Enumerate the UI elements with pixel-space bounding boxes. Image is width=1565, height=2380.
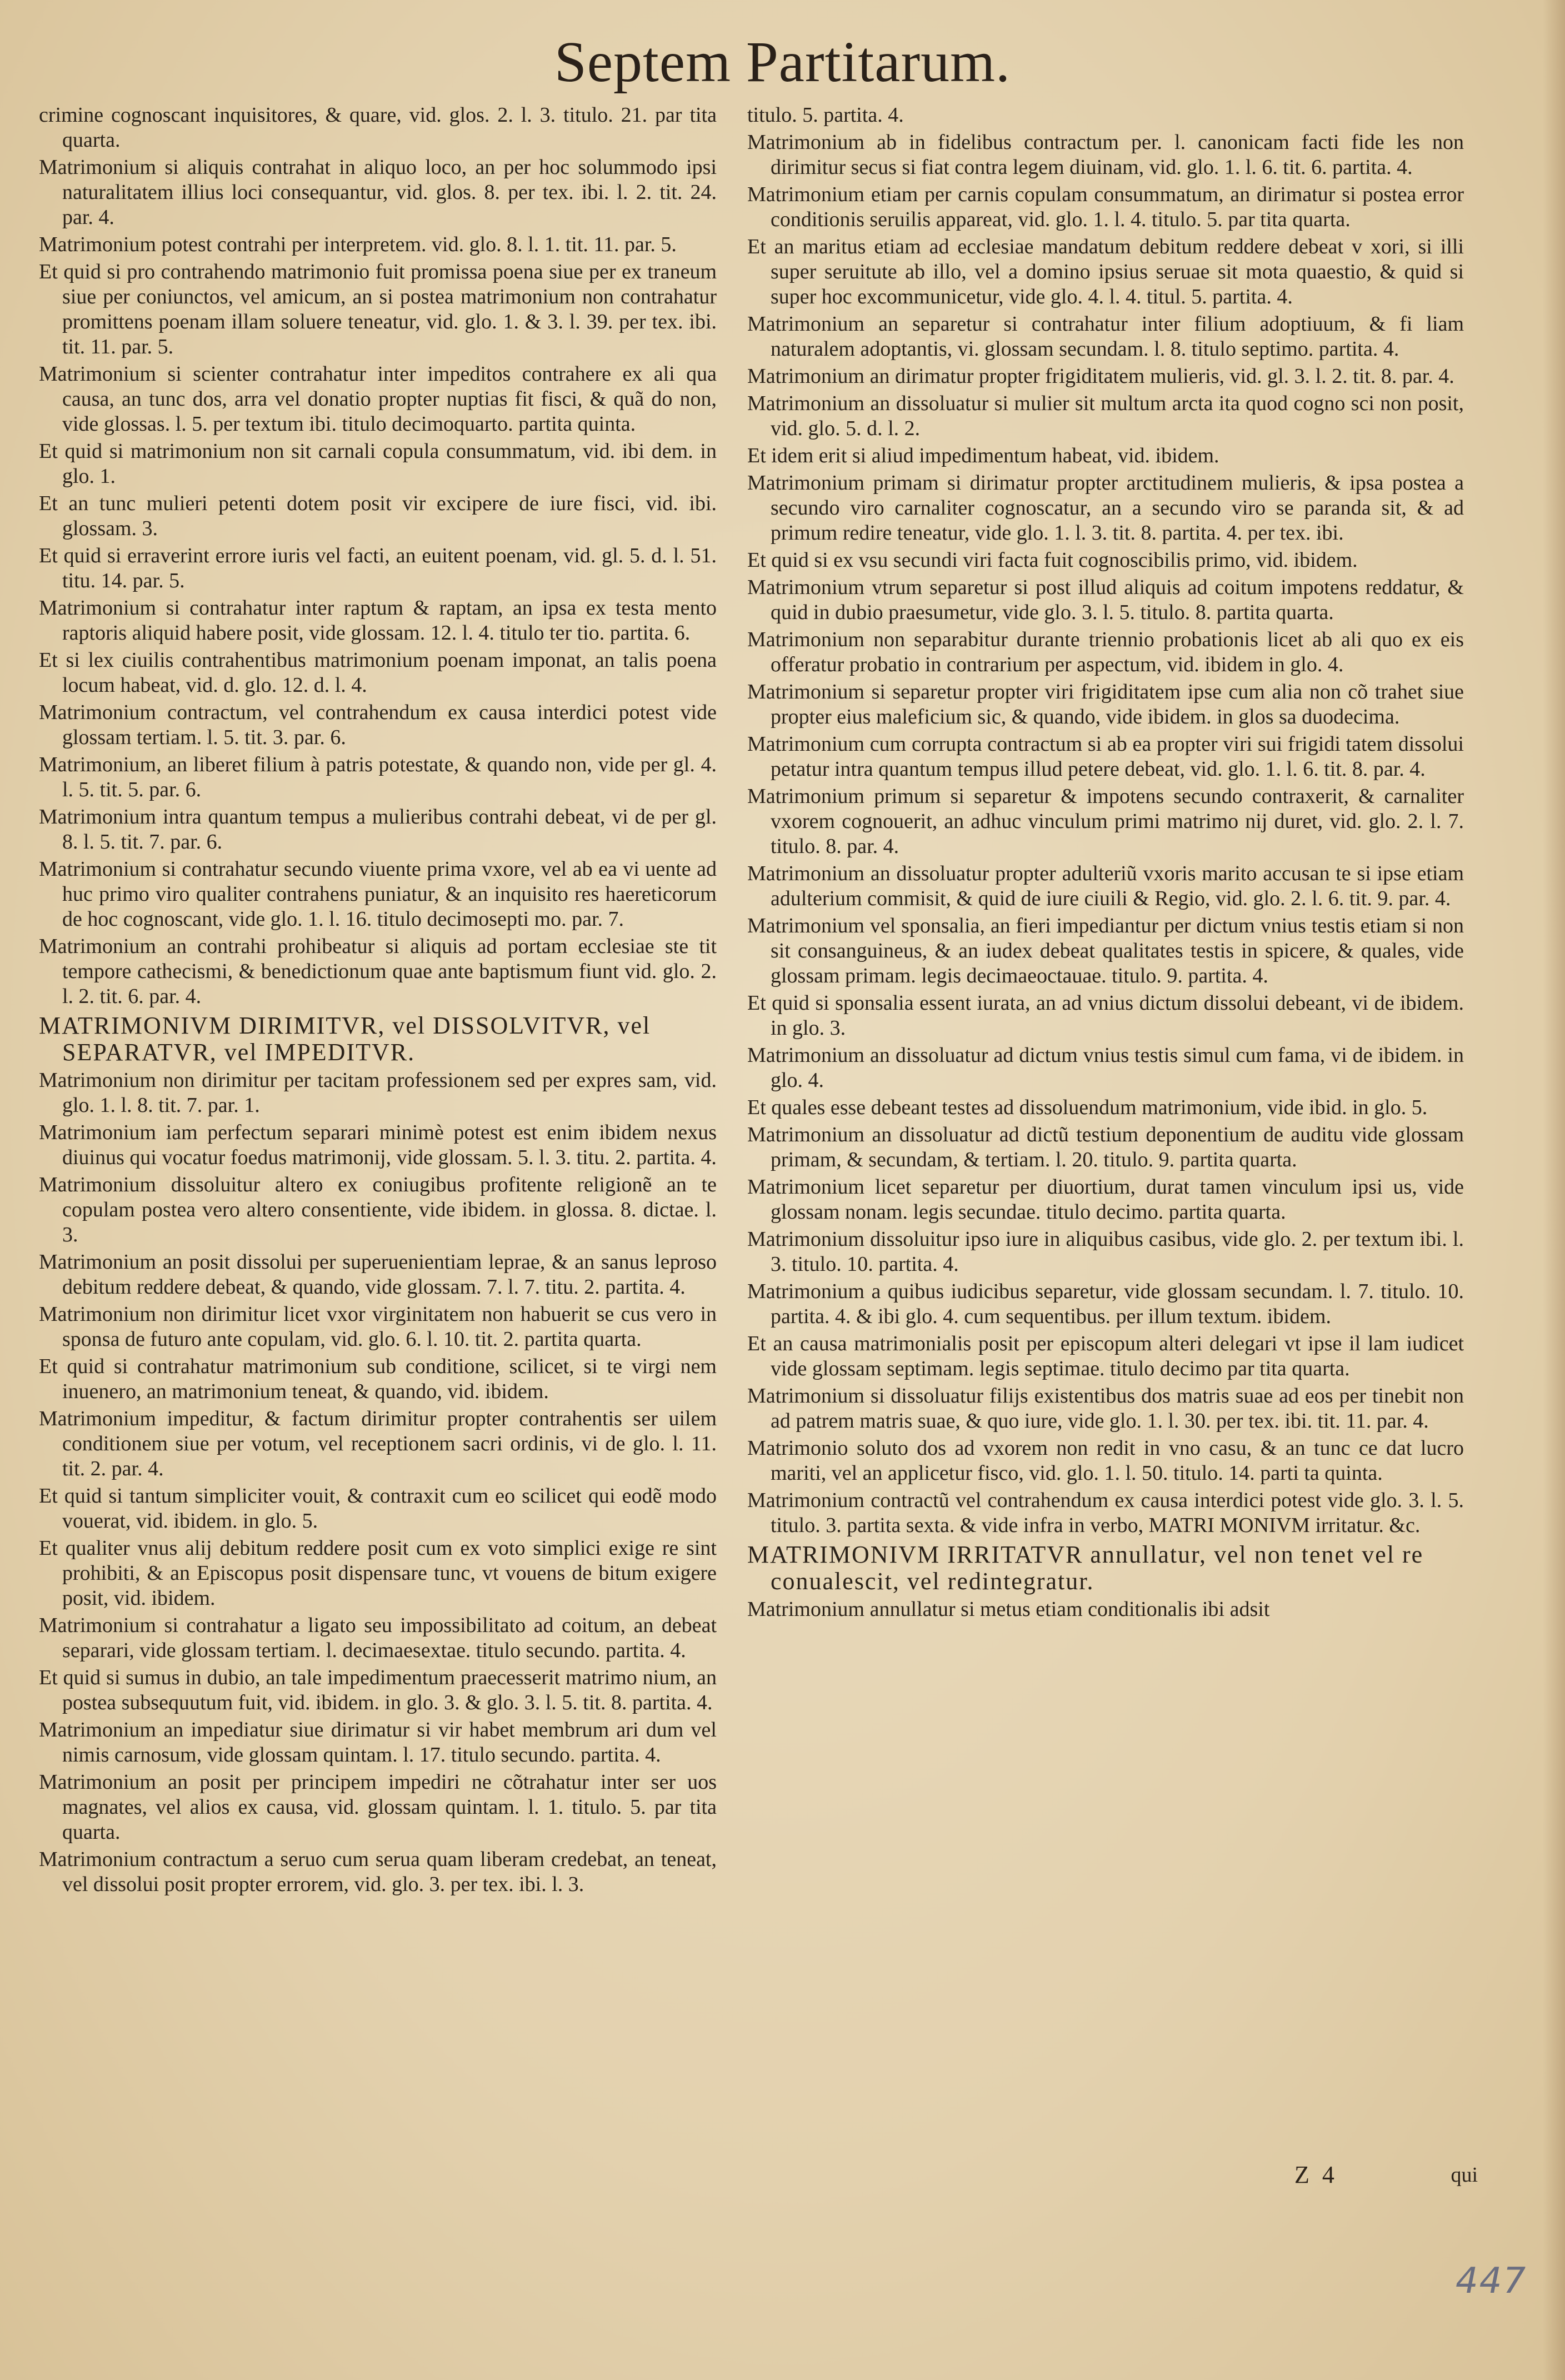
index-entry: crimine cognoscant inquisitores, & quare, vid. glos. 2. l. 3. titulo. 21. par tita quarta.: [39, 103, 717, 152]
index-entry: Et quid si tantum simpliciter vouit, & contraxit cum eo scilicet qui eodẽ modo vouerat, vid. ibidem. in glo. 5.: [39, 1484, 717, 1533]
index-entry: Et idem erit si aliud impedimentum habeat, vid. ibidem.: [747, 444, 1219, 467]
index-entry: titulo. 5. partita. 4.: [747, 103, 904, 127]
running-title: Septem Partitarum.: [554, 30, 1011, 94]
index-entry: Matrimonium an separetur si contrahatur inter filium adoptiuum, & fi liam naturalem adoptantis, vi. glossam secundam. l. 8. titulo septimo. partita. 4.: [747, 312, 1464, 361]
index-entry: Et quid si sponsalia essent iurata, an ad vnius dictum dissolui debeant, vi de ibidem. in glo. 3.: [747, 991, 1464, 1040]
index-entry: Matrimonium non dirimitur licet vxor virginitatem non habuerit se cus vero in sponsa de futuro ante copulam, vid. glo. 6. l. 10. tit. 2. partita quarta.: [39, 1303, 717, 1351]
index-entry: Matrimonium vtrum separetur si post illud aliquis ad coitum impotens reddatur, & quid in dubio praesumetur, vide glo. 3. l. 5. titulo. 8. partita quarta.: [747, 576, 1464, 624]
section-heading: MATRIMONIVM DIRIMITVR, vel DISSOLVITVR, vel SEPARATVR, vel IMPEDITVR.: [39, 1012, 651, 1066]
index-entry: Et quid si contrahatur matrimonium sub conditione, scilicet, si te virgi nem inuenero, an matrimonium teneat, & quando, vid. ibidem.: [39, 1355, 717, 1403]
index-entry: Matrimonium contractum, vel contrahendum ex causa interdici potest vide glossam tertiam. l. 5. tit. 3. par. 6.: [39, 701, 717, 749]
index-entry: Matrimonium si contrahatur a ligato seu impossibilitato ad coitum, an debeat separari, vide glossam tertiam. l. decimaesextae. titulo secundo. partita. 4.: [39, 1614, 717, 1662]
index-entry: Et quales esse debeant testes ad dissoluendum matrimonium, vide ibid. in glo. 5.: [747, 1096, 1428, 1119]
index-entry: Matrimonium si separetur propter viri frigiditatem ipse cum alia non cõ trahet siue propter eius maleficium sic, & quando, vide ibidem. in glos sa duodecima.: [747, 680, 1464, 729]
index-entry: Et qualiter vnus alij debitum reddere posit cum ex voto simplici exige re sint prohibiti, & an Episcopus posit dispensare tunc, vt vouens de bitum exigere posit, vid. ibidem.: [39, 1536, 717, 1610]
index-entry: Matrimonium contractũ vel contrahendum ex causa interdici potest vide glo. 3. l. 5. titulo. 3. partita sexta. & vide infra in verbo, MATRI MONIVM irritatur. &c.: [747, 1489, 1464, 1537]
handwritten-folio-number: 447: [1456, 2261, 1527, 2302]
index-entry: Matrimonium non separabitur durante triennio probationis licet ab ali quo ex eis offeratur probatio in contrarium per aspectum, vid. ibidem in glo. 4.: [747, 628, 1464, 676]
index-entry: Matrimonium intra quantum tempus a mulieribus contrahi debeat, vi de per gl. 8. l. 5. tit. 7. par. 6.: [39, 805, 717, 854]
index-entry: Matrimonium si scienter contrahatur inter impeditos contrahere ex ali qua causa, an tunc dos, arra vel donatio propter nuptias fit fisci, & quã do non, vide glossas. l. 5. per textum ibi. titulo decimoquarto. partita quinta.: [39, 362, 717, 436]
index-entry: Matrimonium dissoluitur altero ex coniugibus profitente religionẽ an te copulam postea vero altero consentiente, vide ibidem. in glossa. 8. dictae. l. 3.: [39, 1173, 717, 1246]
index-entry: Et si lex ciuilis contrahentibus matrimonium poenam imponat, an talis poena locum habeat, vid. d. glo. 12. d. l. 4.: [39, 648, 717, 697]
page-edge-shadow: [1543, 0, 1565, 2380]
index-entry: Matrimonium etiam per carnis copulam consummatum, an dirimatur si postea error conditionis seruilis appareat, vid. glo. 1. l. 4. titulo. 5. par tita quarta.: [747, 183, 1464, 231]
index-entry: Matrimonium annullatur si metus etiam conditionalis ibi adsit: [747, 1598, 1270, 1621]
index-entry: Matrimonium si aliquis contrahat in aliquo loco, an per hoc solummodo ipsi naturalitatem illius loci consequantur, vid. glos. 8. per tex. ibi. l. 2. tit. 24. par. 4.: [39, 156, 717, 229]
index-entry: Matrimonium licet separetur per diuortium, durat tamen vinculum ipsi us, vide glossam nonam. legis secundae. titulo decimo. partita quarta.: [747, 1175, 1464, 1224]
index-entry: Matrimonium iam perfectum separari minimè potest est enim ibidem nexus diuinus qui vocatur foedus matrimonij, vide glossam. 5. l. 3. titu. 2. partita. 4.: [39, 1121, 717, 1169]
index-entry: Et quid si pro contrahendo matrimonio fuit promissa poena siue per ex traneum siue per coniunctos, vel amicum, an si postea matrimonium non contrahatur promittens poenam illam soluere teneatur, vid. glo. 1. & 3. l. 39. per tex. ibi. tit. 11. par. 5.: [39, 260, 717, 358]
index-entry: Et an maritus etiam ad ecclesiae mandatum debitum reddere debeat v xori, si illi super seruitute ab illo, vel a domino ipsius seruae sit mota quaestio, & quid si super hoc excommunicetur, vide glo. 4. l. 4. titul. 5. partita. 4.: [747, 235, 1464, 308]
page-footer: [1294, 2161, 1478, 2194]
index-entry: Matrimonium ab in fidelibus contractum per. l. canonicam facti fide les non dirimitur secus si fiat contra legem diuinam, vid. glo. 1. l. 6. tit. 6. partita. 4.: [747, 131, 1464, 179]
right-column: [747, 103, 1464, 2198]
index-entry: Matrimonio soluto dos ad vxorem non redit in vno casu, & an tunc ce dat lucro mariti, vel an applicetur fisco, vid. glo. 1. l. 50. titulo. 14. parti ta quinta.: [747, 1436, 1464, 1485]
index-entry: Et an tunc mulieri petenti dotem posit vir excipere de iure fisci, vid. ibi. glossam. 3.: [39, 492, 717, 540]
index-entry: Matrimonium an contrahi prohibeatur si aliquis ad portam ecclesiae ste tit tempore cathecismi, & benedictionum quae ante baptismum fiunt vid. glo. 2. l. 2. tit. 6. par. 4.: [39, 935, 717, 1008]
index-entry: Matrimonium impeditur, & factum dirimitur propter contrahentis ser uilem conditionem siue per votum, vel receptionem sacri ordinis, vi de glo. l. 11. tit. 2. par. 4.: [39, 1407, 717, 1480]
index-entry: Matrimonium si dissoluatur filijs existentibus dos matris suae ad eos per tinebit non ad patrem matris suae, & quo iure, vide glo. 1. l. 30. per tex. ibi. tit. 11. par. 4.: [747, 1384, 1464, 1433]
index-entry: Matrimonium primum si separetur & impotens secundo contraxerit, & carnaliter vxorem cognouerit, an adhuc vinculum primi matrimo nij duret, vid. glo. 2. l. 7. titulo. 8. par. 4.: [747, 785, 1464, 858]
index-entry: Matrimonium an dissoluatur si mulier sit multum arcta ita quod cogno sci non posit, vid. glo. 5. d. l. 2.: [747, 392, 1464, 440]
left-column: [39, 103, 717, 2198]
index-entry: Et quid si ex vsu secundi viri facta fuit cognoscibilis primo, vid. ibidem.: [747, 548, 1358, 572]
index-entry: Matrimonium si contrahatur inter raptum & raptam, an ipsa ex testa mento raptoris aliquid habere posit, vide glossam. 12. l. 4. titulo ter tio. partita. 6.: [39, 596, 717, 645]
index-entry: Matrimonium an dissoluatur ad dictum vnius testis simul cum fama, vi de ibidem. in glo. 4.: [747, 1044, 1464, 1092]
index-entry: Matrimonium an dissoluatur ad dictũ testium deponentium de auditu vide glossam primam, & secundam, & tertiam. l. 20. titulo. 9. partita quarta.: [747, 1123, 1464, 1171]
index-entry: Et quid si matrimonium non sit carnali copula consummatum, vid. ibi dem. in glo. 1.: [39, 440, 717, 488]
index-entry: Matrimonium si contrahatur secundo viuente prima vxore, vel ab ea vi uente ad huc primo viro qualiter contrahens puniatur, & an inquisito res haereticorum de hoc cognoscant, vide glo. 1. l. 16. titulo decimosepti mo. par. 7.: [39, 857, 717, 931]
catchword: qui: [1451, 2163, 1478, 2187]
index-entry: Matrimonium an posit per principem impediri ne cõtrahatur inter ser uos magnates, vel alios ex causa, vid. glossam quintam. l. 1. titulo. 5. par tita quarta.: [39, 1770, 717, 1844]
index-entry: Matrimonium a quibus iudicibus separetur, vide glossam secundam. l. 7. titulo. 10. partita. 4. & ibi glo. 4. cum sequentibus. per illum textum. ibidem.: [747, 1280, 1464, 1328]
index-entry: Matrimonium contractum a seruo cum serua quam liberam credebat, an teneat, vel dissolui posit propter errorem, vid. glo. 3. per tex. ibi. l. 3.: [39, 1848, 717, 1896]
index-entry: Matrimonium potest contrahi per interpretem. vid. glo. 8. l. 1. tit. 11. par. 5.: [39, 233, 677, 256]
index-entry: Matrimonium, an liberet filium à patris potestate, & quando non, vide per gl. 4. l. 5. tit. 5. par. 6.: [39, 753, 717, 801]
index-entry: Matrimonium an dissoluatur propter adulteriũ vxoris marito accusan te si ipse etiam adulterium commisit, & quid de iure ciuili & Regio, vid. glo. 2. l. 6. tit. 9. par. 4.: [747, 862, 1464, 910]
index-entry: Matrimonium an impediatur siue dirimatur si vir habet membrum ari dum vel nimis carnosum, vide glossam quintam. l. 17. titulo secundo. partita. 4.: [39, 1718, 717, 1767]
index-entry: Matrimonium cum corrupta contractum si ab ea propter viri sui frigidi tatem dissolui petatur intra quantum tempus illud petere debeat, vid. glo. 1. l. 6. tit. 8. par. 4.: [747, 732, 1464, 781]
index-entry: Matrimonium an posit dissolui per superuenientiam leprae, & an sanus leproso debitum reddere debeat, & quando, vide glossam. 7. l. 7. titu. 2. partita. 4.: [39, 1250, 717, 1299]
section-heading: MATRIMONIVM IRRITATVR annullatur, vel non tenet vel re conualescit, vel redintegratur.: [747, 1541, 1424, 1595]
index-entry: Matrimonium non dirimitur per tacitam professionem sed per expres sam, vid. glo. 1. l. 8. tit. 7. par. 1.: [39, 1069, 717, 1117]
index-entry: Matrimonium dissoluitur ipso iure in aliquibus casibus, vide glo. 2. per textum ibi. l. 3. titulo. 10. partita. 4.: [747, 1228, 1464, 1276]
index-entry: Matrimonium primam si dirimatur propter arctitudinem mulieris, & ipsa postea a secundo viro carnaliter cognoscatur, an a secundo viro se paranda sit, & ad primum redire teneatur, vide glo. 1. l. 3. tit. 8. partita. 4. per tex. ibi.: [747, 471, 1464, 545]
index-entry: Et quid si erraverint errore iuris vel facti, an euitent poenam, vid. gl. 5. d. l. 51. titu. 14. par. 5.: [39, 544, 717, 592]
index-entry: Et quid si sumus in dubio, an tale impedimentum praecesserit matrimo nium, an postea subsequutum fuit, vid. ibidem. in glo. 3. & glo. 3. l. 5. tit. 8. partita. 4.: [39, 1666, 717, 1714]
index-entry: Matrimonium an dirimatur propter frigiditatem mulieris, vid. gl. 3. l. 2. tit. 8. par. 4.: [747, 365, 1454, 388]
index-entry: Et an causa matrimonialis posit per episcopum alteri delegari vt ipse il lam iudicet vide glossam septimam. legis septimae. titulo decimo par tita quarta.: [747, 1332, 1464, 1380]
index-entry: Matrimonium vel sponsalia, an fieri impediantur per dictum vnius testis etiam si non sit consanguineus, & an iudex debeat qualitates testis in spicere, & quales, vide glossam primam. legis decimaeoctauae. titulo. 9. partita. 4.: [747, 914, 1464, 987]
signature-mark: Z 4: [1294, 2161, 1338, 2188]
